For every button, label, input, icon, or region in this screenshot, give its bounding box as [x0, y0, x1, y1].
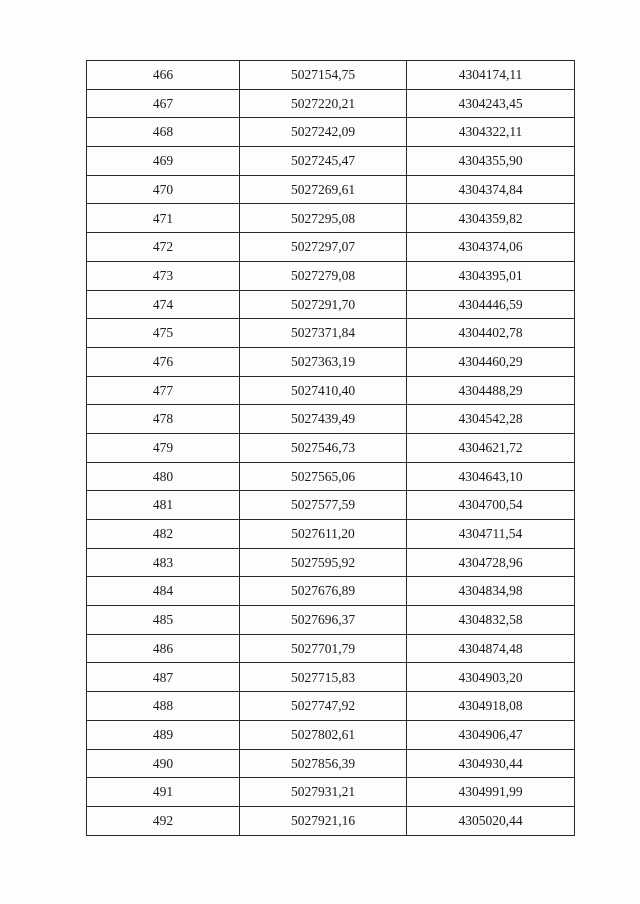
point-number-cell: 491 [87, 778, 240, 807]
table-row [87, 577, 575, 606]
y-coordinate-cell: 4304460,29 [407, 347, 575, 376]
x-coordinate-cell: 5027279,08 [240, 261, 407, 290]
point-number-cell: 486 [87, 634, 240, 663]
table-row [87, 462, 575, 491]
table-row [87, 520, 575, 549]
y-coordinate-cell: 4304395,01 [407, 261, 575, 290]
table-row [87, 405, 575, 434]
table-row [87, 261, 575, 290]
y-coordinate-cell: 4304374,84 [407, 175, 575, 204]
point-number-cell: 479 [87, 433, 240, 462]
table-row [87, 548, 575, 577]
point-number-cell: 482 [87, 520, 240, 549]
y-coordinate-cell: 4304930,44 [407, 749, 575, 778]
table-row [87, 634, 575, 663]
coordinates-table [86, 60, 575, 836]
point-number-cell: 488 [87, 692, 240, 721]
point-number-cell: 477 [87, 376, 240, 405]
table-row [87, 118, 575, 147]
table-row [87, 692, 575, 721]
y-coordinate-cell: 4304542,28 [407, 405, 575, 434]
point-number-cell: 476 [87, 347, 240, 376]
point-number-cell: 473 [87, 261, 240, 290]
table-row [87, 433, 575, 462]
x-coordinate-cell: 5027439,49 [240, 405, 407, 434]
y-coordinate-cell: 4305020,44 [407, 806, 575, 835]
y-coordinate-cell: 4304918,08 [407, 692, 575, 721]
point-number-cell: 470 [87, 175, 240, 204]
point-number-cell: 468 [87, 118, 240, 147]
y-coordinate-cell: 4304728,96 [407, 548, 575, 577]
y-coordinate-cell: 4304374,06 [407, 233, 575, 262]
point-number-cell: 492 [87, 806, 240, 835]
point-number-cell: 472 [87, 233, 240, 262]
table-row [87, 61, 575, 90]
y-coordinate-cell: 4304174,11 [407, 61, 575, 90]
x-coordinate-cell: 5027856,39 [240, 749, 407, 778]
y-coordinate-cell: 4304322,11 [407, 118, 575, 147]
table-row [87, 347, 575, 376]
coordinates-table-body [87, 61, 575, 836]
table-row [87, 147, 575, 176]
table-row [87, 749, 575, 778]
y-coordinate-cell: 4304906,47 [407, 720, 575, 749]
x-coordinate-cell: 5027921,16 [240, 806, 407, 835]
y-coordinate-cell: 4304874,48 [407, 634, 575, 663]
y-coordinate-cell: 4304700,54 [407, 491, 575, 520]
x-coordinate-cell: 5027269,61 [240, 175, 407, 204]
y-coordinate-cell: 4304402,78 [407, 319, 575, 348]
table-row [87, 290, 575, 319]
point-number-cell: 484 [87, 577, 240, 606]
table-row [87, 175, 575, 204]
table-row [87, 491, 575, 520]
table-row [87, 778, 575, 807]
y-coordinate-cell: 4304834,98 [407, 577, 575, 606]
x-coordinate-cell: 5027371,84 [240, 319, 407, 348]
x-coordinate-cell: 5027701,79 [240, 634, 407, 663]
x-coordinate-cell: 5027611,20 [240, 520, 407, 549]
x-coordinate-cell: 5027676,89 [240, 577, 407, 606]
x-coordinate-cell: 5027295,08 [240, 204, 407, 233]
table-row [87, 204, 575, 233]
x-coordinate-cell: 5027696,37 [240, 606, 407, 635]
x-coordinate-cell: 5027577,59 [240, 491, 407, 520]
table-row [87, 806, 575, 835]
table-row [87, 233, 575, 262]
point-number-cell: 483 [87, 548, 240, 577]
x-coordinate-cell: 5027220,21 [240, 89, 407, 118]
point-number-cell: 487 [87, 663, 240, 692]
y-coordinate-cell: 4304643,10 [407, 462, 575, 491]
point-number-cell: 471 [87, 204, 240, 233]
y-coordinate-cell: 4304711,54 [407, 520, 575, 549]
x-coordinate-cell: 5027297,07 [240, 233, 407, 262]
y-coordinate-cell: 4304243,45 [407, 89, 575, 118]
x-coordinate-cell: 5027242,09 [240, 118, 407, 147]
point-number-cell: 467 [87, 89, 240, 118]
x-coordinate-cell: 5027802,61 [240, 720, 407, 749]
point-number-cell: 480 [87, 462, 240, 491]
y-coordinate-cell: 4304446,59 [407, 290, 575, 319]
table-row [87, 606, 575, 635]
y-coordinate-cell: 4304991,99 [407, 778, 575, 807]
x-coordinate-cell: 5027410,40 [240, 376, 407, 405]
table-row [87, 720, 575, 749]
point-number-cell: 475 [87, 319, 240, 348]
x-coordinate-cell: 5027291,70 [240, 290, 407, 319]
x-coordinate-cell: 5027595,92 [240, 548, 407, 577]
x-coordinate-cell: 5027154,75 [240, 61, 407, 90]
x-coordinate-cell: 5027931,21 [240, 778, 407, 807]
point-number-cell: 478 [87, 405, 240, 434]
y-coordinate-cell: 4304488,29 [407, 376, 575, 405]
y-coordinate-cell: 4304355,90 [407, 147, 575, 176]
table-row [87, 376, 575, 405]
point-number-cell: 481 [87, 491, 240, 520]
x-coordinate-cell: 5027363,19 [240, 347, 407, 376]
y-coordinate-cell: 4304621,72 [407, 433, 575, 462]
point-number-cell: 474 [87, 290, 240, 319]
y-coordinate-cell: 4304903,20 [407, 663, 575, 692]
point-number-cell: 485 [87, 606, 240, 635]
x-coordinate-cell: 5027546,73 [240, 433, 407, 462]
x-coordinate-cell: 5027715,83 [240, 663, 407, 692]
table-row [87, 663, 575, 692]
y-coordinate-cell: 4304832,58 [407, 606, 575, 635]
table-row [87, 89, 575, 118]
point-number-cell: 469 [87, 147, 240, 176]
point-number-cell: 489 [87, 720, 240, 749]
point-number-cell: 466 [87, 61, 240, 90]
y-coordinate-cell: 4304359,82 [407, 204, 575, 233]
point-number-cell: 490 [87, 749, 240, 778]
table-row [87, 319, 575, 348]
x-coordinate-cell: 5027245,47 [240, 147, 407, 176]
x-coordinate-cell: 5027565,06 [240, 462, 407, 491]
x-coordinate-cell: 5027747,92 [240, 692, 407, 721]
